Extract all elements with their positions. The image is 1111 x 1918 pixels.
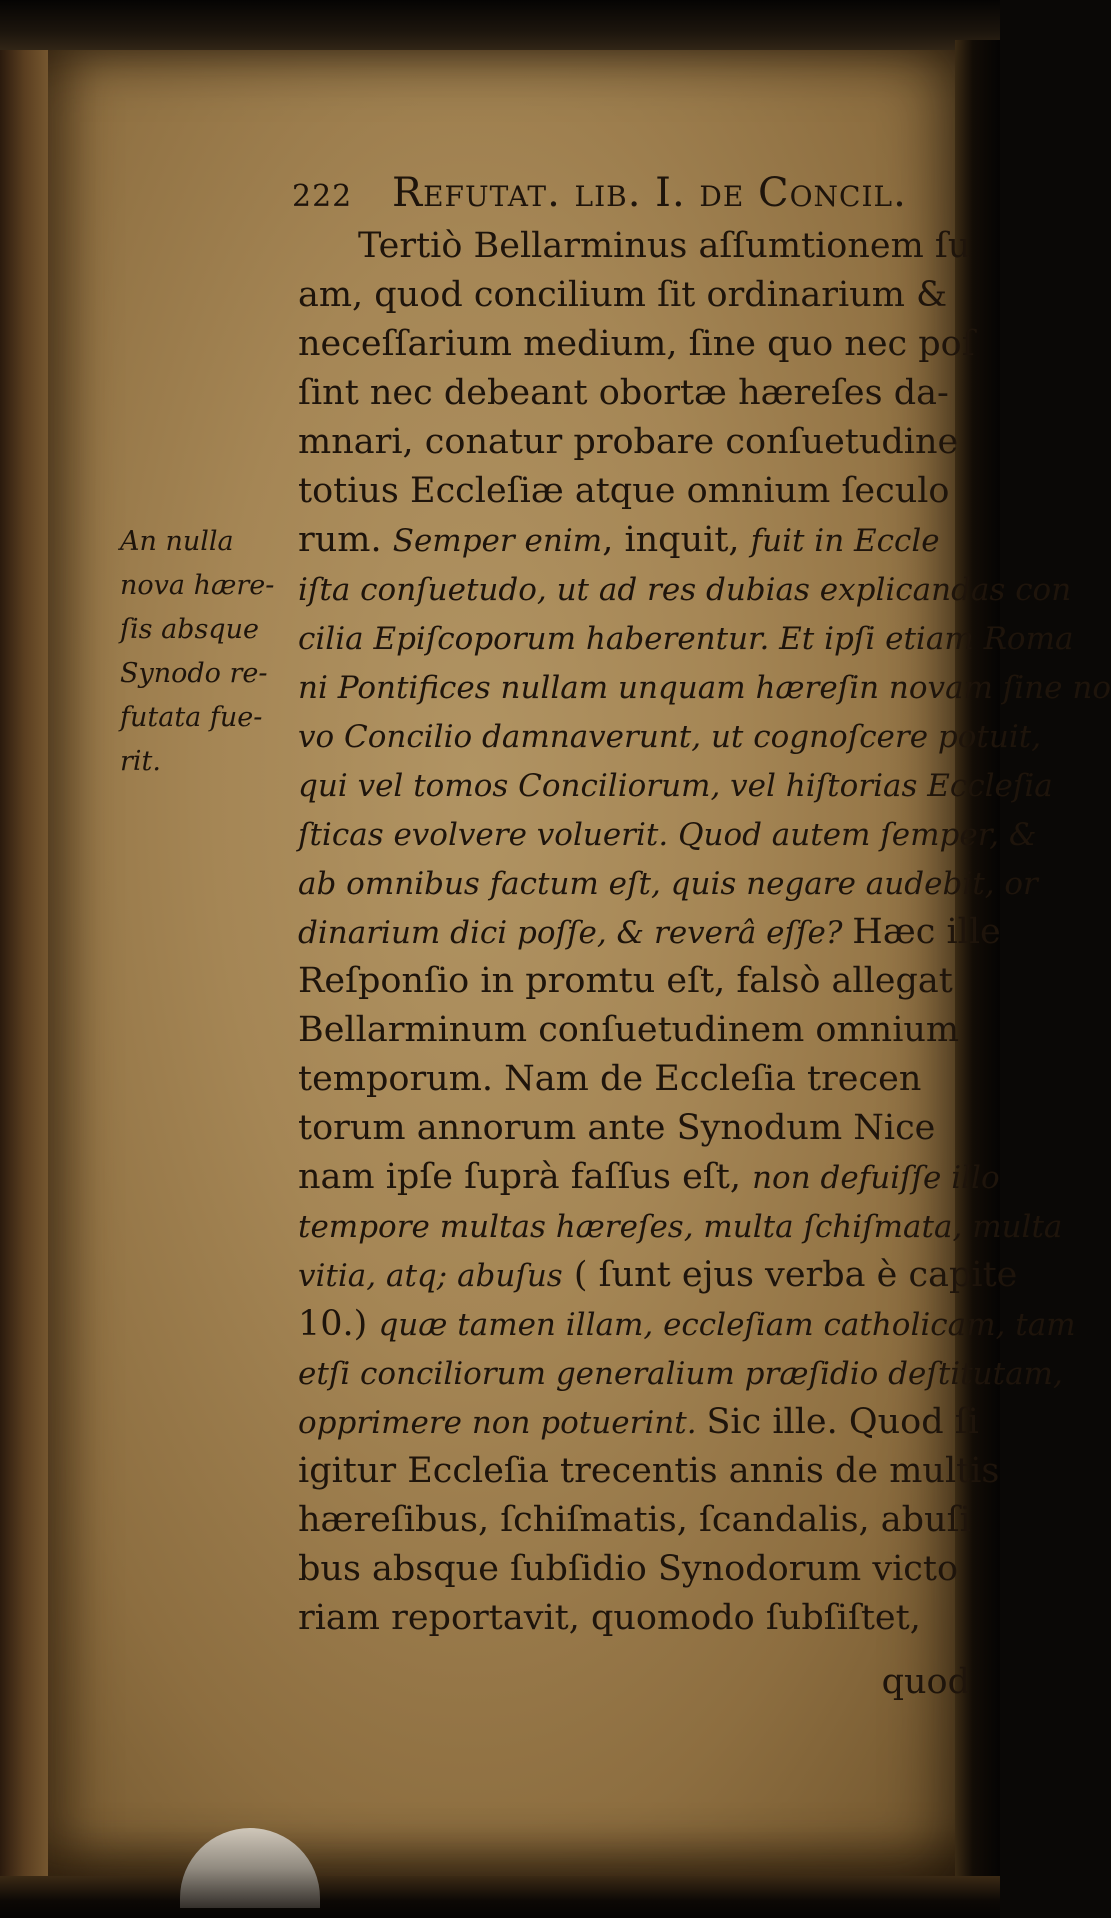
text-line [298,1153,1000,1201]
text-line [298,1055,978,1103]
text-line [298,663,1111,711]
text-segment: mnari, conatur probare conſuetudine [298,422,959,462]
marginal-note-line: nova hære- [120,570,275,601]
text-segment: 10.) [298,1304,379,1344]
text-segment: hæreſibus, ſchiſmatis, ſcandalis, abuſi [298,1500,971,1540]
text-segment: am, quod concilium ſit ordinarium & [298,275,948,315]
text-line [298,516,978,564]
text-segment: neceſſarium medium, ſine quo nec poſ [298,324,975,364]
text-segment: fuit in Eccle [750,523,940,559]
text-segment: Sic ille. Quod ſi [706,1402,979,1442]
text-segment: quæ tamen illam, eccleſiam catholicam, tam [378,1307,1076,1343]
text-segment: riam reportavit, quomodo ſubſiſtet, [298,1598,921,1638]
bottom-shadow-edge [0,1876,1000,1918]
text-line [298,1349,1063,1397]
text-line [298,1447,1000,1495]
text-segment: tempore multas hæreſes, multa ſchiſmata, multa [298,1209,1063,1245]
marginal-note-line: An nulla [120,526,234,557]
text-segment: Hæc ille [852,912,1001,952]
text-segment: qui vel tomos Conciliorum, vel hiſtorias Eccleſia [298,768,1053,804]
text-line [298,271,978,319]
text-line [298,908,1001,956]
text-segment: , inquit, [602,520,751,560]
text-segment: non defuiſſe illo [752,1160,1000,1196]
text-segment: Bellarminum conſuetudinem omnium [298,1010,960,1050]
text-segment: totius Eccleſiæ atque omnium ſeculo [298,471,950,511]
text-line [298,1300,1076,1348]
text-segment: rum. [298,520,393,560]
running-title: Refutat. lib. I. de Concil. [391,170,907,216]
text-line [298,467,978,515]
text-line [298,1006,978,1054]
text-segment: temporum. Nam de Eccleſia trecen [298,1059,922,1099]
text-segment: opprimere non potuerint. [298,1405,707,1441]
text-line [358,222,1038,270]
text-segment: ſint nec debeant obortæ hæreſes da- [298,373,949,413]
text-segment: ſticas evolvere voluerit. Quod autem ſemper, & [298,817,1037,853]
text-line [298,418,978,466]
text-line [298,369,978,417]
text-line [298,614,1074,662]
text-line [298,1104,978,1152]
marginal-note-line: Synodo re- [120,658,268,689]
text-segment: ( ſunt ejus verba è capite [562,1255,1018,1295]
text-segment: bus absque ſubſidio Synodorum victo [298,1549,959,1589]
text-segment: Reſponſio in promtu eſt, falsò allegat [298,961,953,1001]
page-number: 222 [292,179,353,214]
text-line [298,1202,1063,1250]
text-segment: nam ipſe ſuprà faſſus eſt, [298,1157,753,1197]
text-line [298,1398,978,1446]
text-line [298,810,1037,858]
text-segment: vo Concilio damnaverunt, ut cognoſcere potuit, [298,719,1042,755]
text-line [298,1496,978,1544]
text-line [298,761,1053,809]
book-binding-edge [0,50,54,1880]
text-line [298,320,978,368]
text-line [298,565,1072,613]
text-segment: igitur Eccleſia trecentis annis de multis [298,1451,1000,1491]
text-segment: ni Pontifices nullam unquam hæreſin novam ſine no [298,670,1111,706]
text-segment: torum annorum ante Synodum Nice [298,1108,936,1148]
text-segment: ab omnibus factum eſt, quis negare audebit, or [298,866,1038,902]
marginal-note-line: ſis absque [120,614,259,645]
text-segment: iſta conſuetudo, ut ad res dubias explicandas con [298,572,1072,608]
text-line [298,1545,978,1593]
text-segment: dinarium dici poſſe, & reverâ eſſe? [298,915,853,951]
text-segment: Semper enim [392,523,603,559]
catchword: quod [881,1662,970,1702]
text-segment: vitia, atq; abuſus [298,1258,563,1294]
text-line [298,859,1038,907]
text-line [298,1594,978,1642]
running-header [292,170,972,216]
marginal-note-line: rit. [120,746,161,777]
text-segment: Tertiò Bellarminus aſſumtionem ſu [358,226,971,266]
text-segment: etſi conciliorum generalium præſidio deſtitutam, [298,1356,1063,1392]
marginal-note-line: futata fue- [120,702,263,733]
text-line [298,1251,1018,1299]
text-line [298,957,978,1005]
text-line [298,712,1042,760]
text-segment: cilia Epiſcoporum haberentur. Et ipſi etiam Roma [298,621,1074,657]
